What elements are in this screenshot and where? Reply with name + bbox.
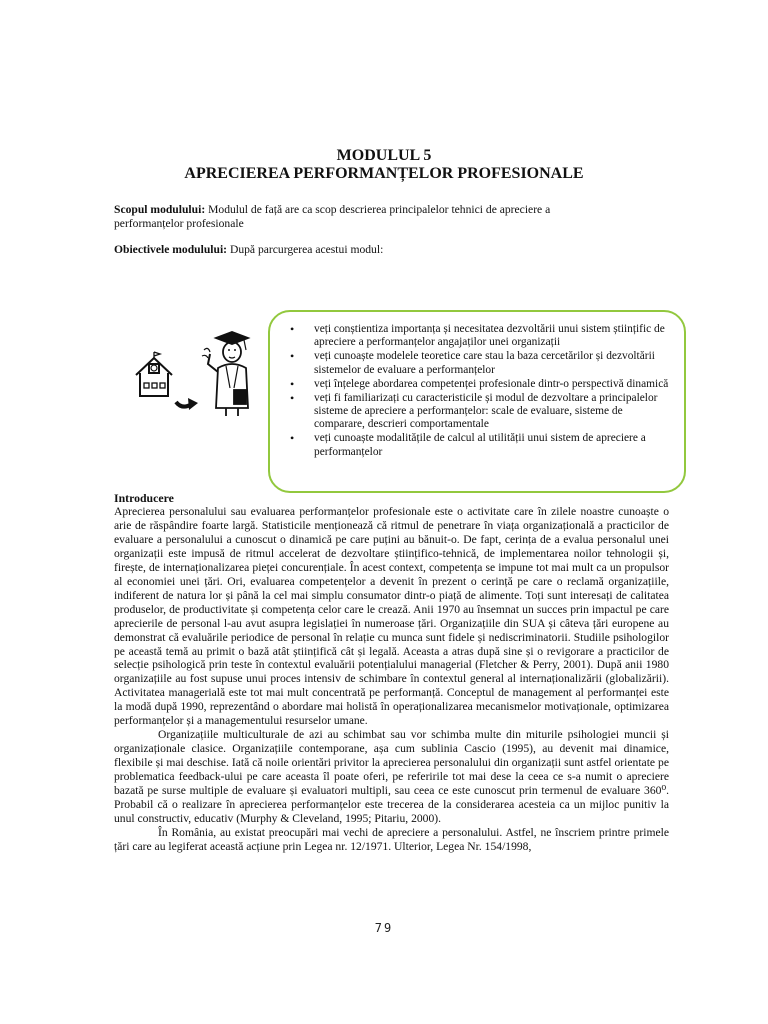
scope-line-2: performanțelor profesionale bbox=[114, 217, 244, 230]
module-number-title: MODULUL 5 bbox=[336, 147, 432, 164]
objectives-line bbox=[114, 243, 669, 257]
objective-item: • veți fi familiarizați cu caracteristicile și modul de dezvoltare a principalelor sisteme de apreciere a performanțelor: scale de evaluare, sisteme de comparare, descrieri comportamentale bbox=[290, 392, 670, 432]
scope-line-1 bbox=[114, 203, 669, 217]
objectives-list bbox=[290, 323, 670, 460]
module-title: APRECIEREA PERFORMANȚELOR PROFESIONALE bbox=[184, 165, 584, 182]
school-building-icon bbox=[136, 352, 172, 396]
objective-item: • veți cunoaște modelele teoretice care stau la baza cercetărilor și dezvoltării sistemelor de evaluare a performanțelor bbox=[290, 350, 670, 377]
body-paragraph: Organizațiile multiculturale de azi au schimbat sau vor schimba multe din miturile psihologiei muncii și organizaționale clasice. Organizațiile contemporane, așa cum sublinia Cascio (1995), au devenit mai dinamice, flexibile și mai deschise. Iată că noile orientări privitor la aprecierea personalului din organizații sunt astfel orientate pe problematica feedback-ului pe care aceasta îl poate oferi, pe referirile tot mai dese la ceea ce s-a numit o apreciere bazată pe surse multiple de evaluare și evaluatori multipli, sau ceea ce este cunoscut prin termenul de evaluare 360⁰. Probabil că o realizare în aprecierea performanțelor este trecerea de la considerarea acesteia ca un mijloc punitiv la unul constructiv, educativ (Murphy & Cleveland, 1995; Pitariu, 2000). bbox=[114, 728, 669, 825]
objective-item: • veți cunoaște modalitățile de calcul al utilității unui sistem de apreciere a performanțelor bbox=[290, 432, 670, 459]
introduction-body bbox=[114, 505, 669, 854]
body-paragraph: Aprecierea personalului sau evaluarea performanțelor profesionale este o activitate care în zilele noastre cunoaște o arie de răspândire foarte largă. Statisticile menționează că ritmul de penetrare în viața organizațională a practicilor de evaluare a personalului a cunoscut o dinamică pe care puțini au bănuit-o. De fapt, cerința de a evalua personalul unei organizații este impusă de ritmul accelerat de dezvoltare științifico-tehnică, de implementarea noilor tehnologii și, firește, de internaționalizarea pieței concurențiale. În acest context, competența se impune tot mai mult ca un propulsor al economiei unei țări. Ori, evaluarea competențelor a devenit în prezent o cerință pe care o reclamă organizațiile, indiferent de natura lor și până la cel mai simplu consumator dintr-o piață de alimente. Toți sunt interesați de calitatea produselor, de productivitate și competența celor care le crează. Anii 1970 au însemnat un succes prin impactul pe care aprecierile de personal l-au avut asupra legislației în numeroase țări. Organizațiile din SUA și câteva țări europene au demonstrat că evaluările periodice de personal în relație cu munca sunt fidele și nediscriminatorii. Studiile psihologilor pe această temă au primit o bază atât științifică cât și legală. Aceasta a atras după sine și o revigorare a practicilor de selecție psihologică prin teste în contextul evaluării potențialului managerial (Fletcher & Perry, 2001). După anii 1980 organizațiile au fost supuse unui proces intensiv de schimbare în contextul general al internaționalizării (globalizării). Activitatea managerială este tot mai mult concentrată pe performanță. Conceptul de management al performanței este la modă după 1990, reprezentând o abordare mai holistă în operaționalizarea mecanismelor motivaționale, optimizarea performanțelor și a managementului resurselor umane. bbox=[114, 505, 669, 728]
graduate-figure-icon bbox=[202, 332, 248, 416]
body-paragraph: În România, au existat preocupări mai vechi de apreciere a personalului. Astfel, ne înscriem printre primele țări care au legiferat această acțiune prin Legea nr. 12/1971. Ulterior, Legea Nr. 154/1998, bbox=[114, 825, 669, 853]
page-number: 79 bbox=[374, 921, 394, 935]
school-to-graduate-illustration bbox=[130, 328, 260, 418]
objectives-label: Obiectivele modulului: bbox=[114, 243, 228, 256]
objectives-intro: După parcurgerea acestui modul: bbox=[229, 243, 384, 256]
scope-label: Scopul modulului: bbox=[114, 203, 206, 216]
scope-text-1: Modulul de față are ca scop descrierea principalelor tehnici de apreciere a bbox=[208, 203, 551, 216]
objective-item: • veți conștientiza importanța și necesitatea dezvoltării unui sistem științific de apreciere a performanțelor angajaților unei organizații bbox=[290, 323, 670, 350]
objective-item: • veți înțelege abordarea competenței profesionale dintr-o perspectivă dinamică bbox=[290, 378, 670, 391]
arrow-icon bbox=[176, 398, 198, 410]
introduction-heading: Introducere bbox=[114, 491, 174, 505]
